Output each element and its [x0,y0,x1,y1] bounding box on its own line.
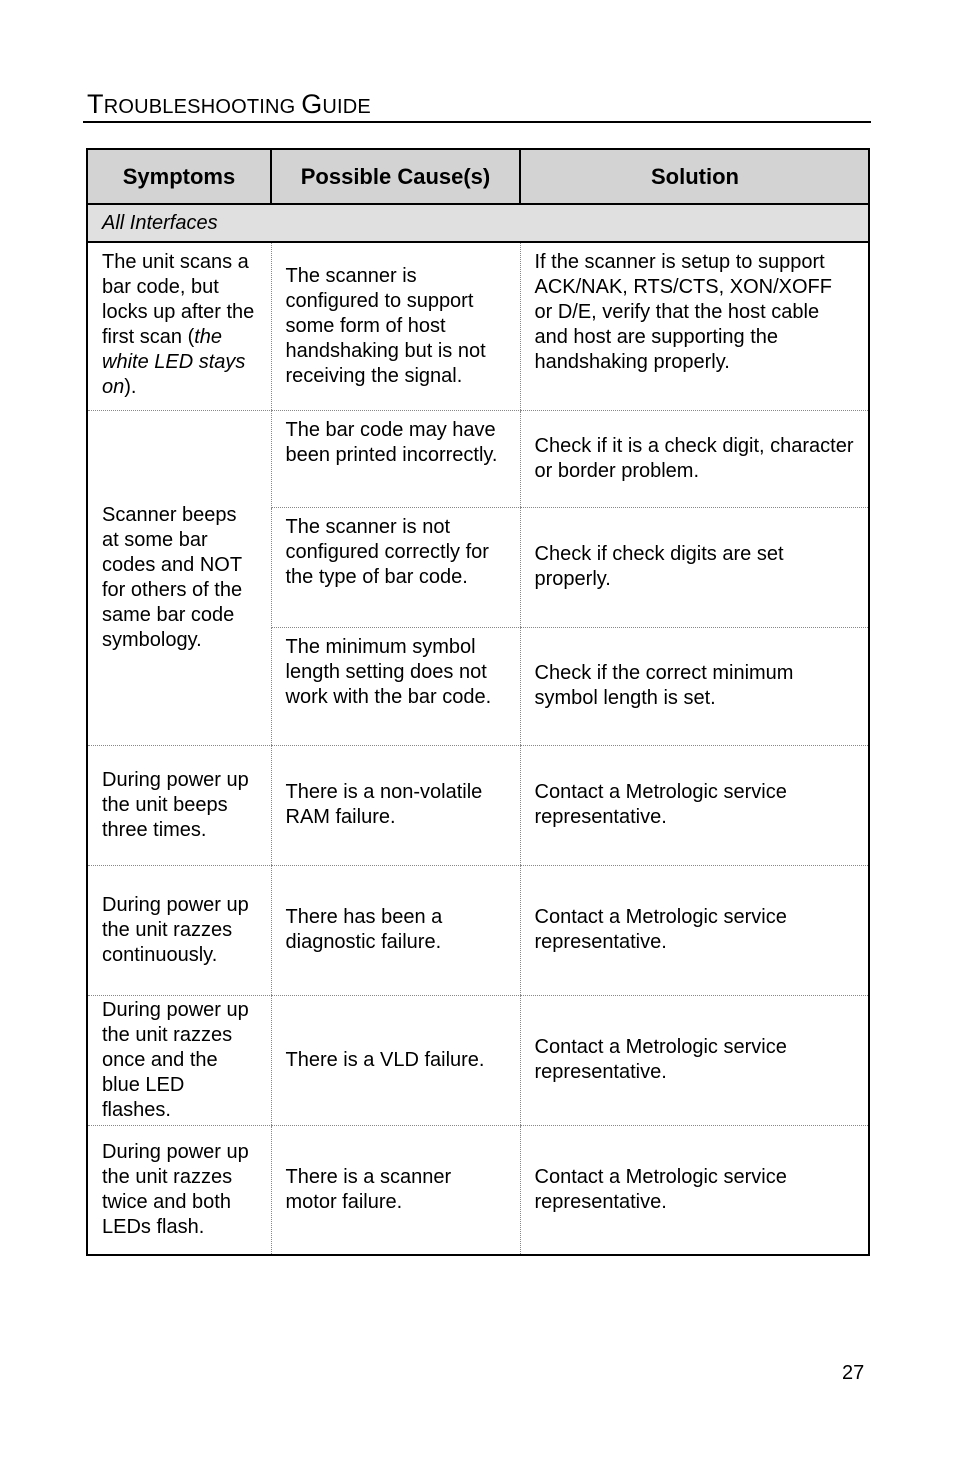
symptom-cell: During power up the unit beeps three times. [87,745,271,865]
symptom-cell: During power up the unit razzes once and the blue LED flashes. [87,995,271,1125]
cause-cell: There has been a diagnostic failure. [271,865,520,995]
title-smallcaps: UIDE [322,96,371,118]
table-row [87,745,869,865]
cause-cell: There is a VLD failure. [271,995,520,1125]
solution-cell: Contact a Metrologic service representative. [520,1125,869,1255]
title-letter: G [301,89,323,119]
column-header-solution: Solution [520,149,869,204]
section-row [87,204,869,242]
cause-cell: There is a non-volatile RAM failure. [271,745,520,865]
section-label: All Interfaces [87,204,869,242]
symptom-cell: During power up the unit razzes continuously. [87,865,271,995]
cause-cell: There is a scanner motor failure. [271,1125,520,1255]
cause-cell: The scanner is not configured correctly for the type of bar code. [271,507,520,627]
title-smallcaps: ROUBLESHOOTING [103,96,302,118]
symptom-cell: During power up the unit razzes twice and both LEDs flash. [87,1125,271,1255]
symptom-cell [87,242,271,410]
cause-cell: The scanner is configured to support some form of host handshaking but is not receiving the signal. [271,242,520,410]
table-row [87,242,869,410]
solution-cell: Contact a Metrologic service representative. [520,745,869,865]
symptom-text-end: ). [124,376,137,398]
table-header-row [87,149,869,204]
troubleshooting-table [86,148,870,1256]
solution-cell: Contact a Metrologic service representative. [520,995,869,1125]
page-number: 27 [842,1362,865,1384]
cause-cell: The minimum symbol length setting does not work with the bar code. [271,627,520,745]
cause-cell: The bar code may have been printed incorrectly. [271,410,520,507]
column-header-causes: Possible Cause(s) [271,149,520,204]
solution-cell: Check if the correct minimum symbol length is set. [520,627,869,745]
title-divider [83,121,871,123]
table-row [87,995,869,1125]
table-row [87,1125,869,1255]
solution-cell: Contact a Metrologic service representative. [520,865,869,995]
table-row [87,865,869,995]
solution-cell: Check if it is a check digit, character or border problem. [520,410,869,507]
solution-cell: Check if check digits are set properly. [520,507,869,627]
symptom-cell: Scanner beeps at some bar codes and NOT for others of the same bar code symbology. [87,410,271,745]
title-letter: T [87,89,104,119]
table-row [87,410,869,507]
solution-cell: If the scanner is setup to support ACK/NAK, RTS/CTS, XON/XOFF or D/E, verify that the host cable and host are supporting the handshaking properly. [520,242,869,410]
column-header-symptoms: Symptoms [87,149,271,204]
symptom-text: The unit scans a bar code, but locks up after the first scan ( [102,251,255,348]
symptom-italic-text: the white LED stays on [102,326,246,398]
